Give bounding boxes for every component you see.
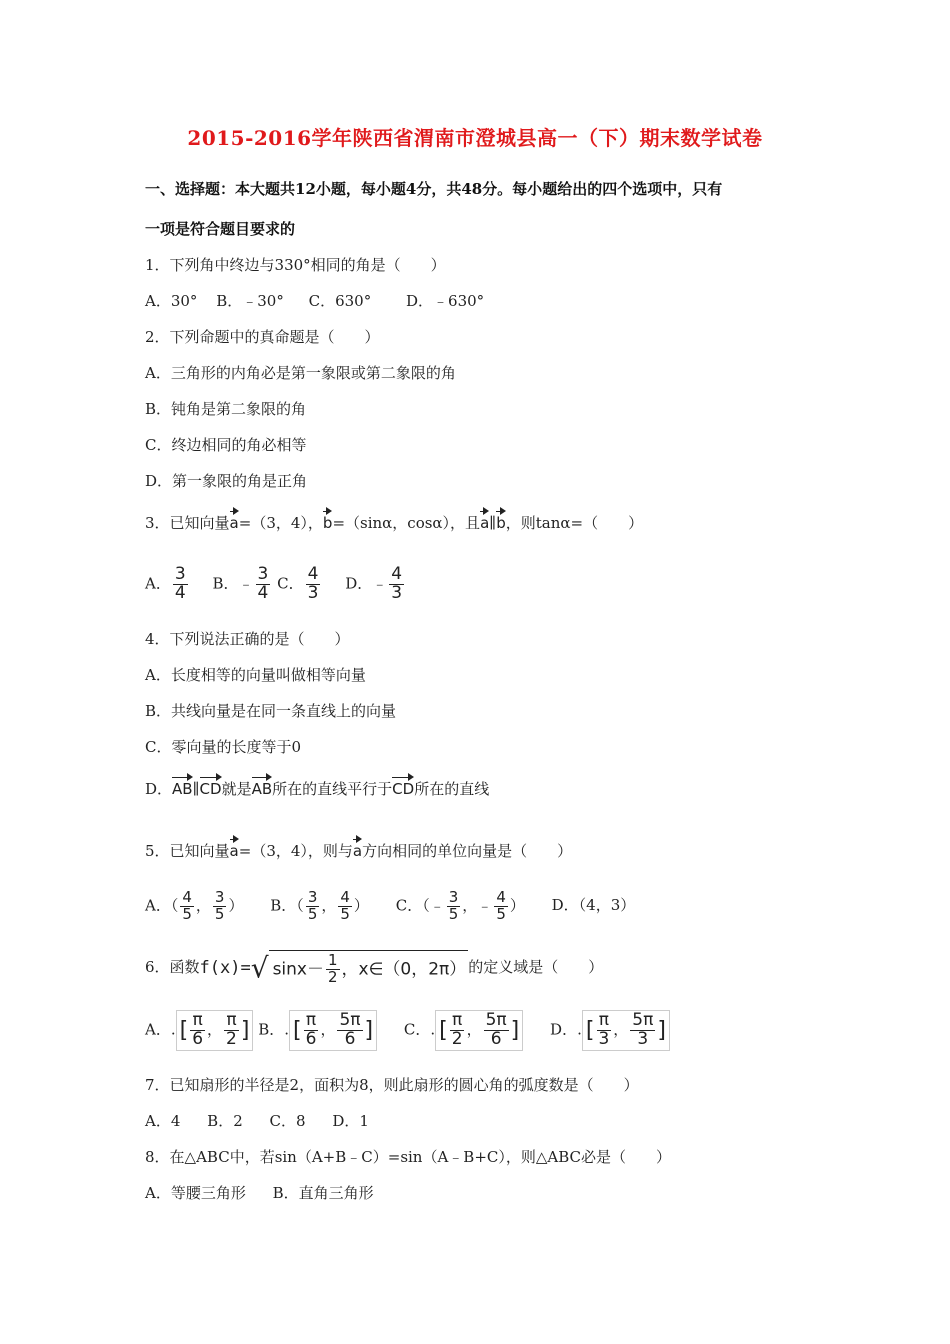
q3-option-c[interactable]: C． $\frac{4}{3}$ bbox=[277, 564, 319, 603]
q3-eq1: =（3，4）， bbox=[238, 514, 323, 532]
q5-options bbox=[145, 890, 635, 923]
vector-ab: AB bbox=[252, 776, 273, 798]
q8-option-b[interactable]: B．直角三角形 bbox=[272, 1184, 374, 1202]
q1-option-c[interactable]: C．630° bbox=[308, 292, 372, 310]
q8-options bbox=[145, 1182, 374, 1203]
q6-option-d[interactable]: D．. [ $\frac{\pi}{3}$ ， $\frac{5\pi}{3}$ ] bbox=[550, 1010, 670, 1051]
q5-option-b[interactable]: B．（ $\frac{3}{5}$ ， $\frac{4}{5}$ ） bbox=[270, 888, 369, 923]
q1-options bbox=[145, 290, 484, 311]
q1-option-b[interactable]: B．﹣30° bbox=[216, 292, 284, 310]
q4-stem: 4．下列说法正确的是（ ） bbox=[145, 630, 350, 648]
vector-a: a bbox=[353, 838, 362, 860]
q2-option-b[interactable]: B．钝角是第二象限的角 bbox=[145, 400, 307, 418]
q5-option-d[interactable]: D．（4，3） bbox=[551, 896, 636, 915]
vector-a: a bbox=[230, 510, 239, 532]
q3-prefix: 3．已知向量 bbox=[145, 514, 230, 532]
vector-cd: CD bbox=[392, 776, 414, 798]
q2-stem: 2．下列命题中的真命题是（ ） bbox=[145, 328, 380, 346]
parallel-symbol: ∥ bbox=[489, 514, 497, 532]
q8-stem: 8．在△ABC中，若sin（A+B﹣C）=sin（A﹣B+C），则△ABC必是（ ） bbox=[145, 1148, 672, 1166]
q4-option-c[interactable]: C．零向量的长度等于0 bbox=[145, 738, 302, 756]
vector-cd: CD bbox=[200, 776, 222, 798]
sqrt-icon: √ bbox=[250, 951, 269, 985]
q1-option-a[interactable]: A．30° bbox=[145, 292, 198, 310]
q6-stem: 6．函数f(x)=√ sinx－ $\frac{1}{2}$ ，x∈（0，2π） 的定义域是（ ） bbox=[145, 951, 604, 986]
section-heading-line1: 一、选择题：本大题共12小题，每小题4分，共48分。每小题给出的四个选项中，只有 bbox=[145, 180, 723, 198]
q3-stem bbox=[145, 510, 643, 533]
q4-option-d[interactable]: D．AB∥CD就是AB所在的直线平行于CD所在的直线 bbox=[145, 776, 489, 799]
q5-option-a[interactable]: A．（ $\frac{4}{5}$ ， $\frac{3}{5}$ ） bbox=[145, 888, 244, 923]
fraction: $\frac{4}{3}$ bbox=[307, 564, 319, 603]
q5-stem: 5．已知向量a=（3，4），则与a方向相同的单位向量是（ ） bbox=[145, 838, 572, 861]
q7-option-d[interactable]: D．1 bbox=[332, 1112, 369, 1130]
q1-option-d[interactable]: D．﹣630° bbox=[406, 292, 485, 310]
fraction: $\frac{3}{4}$ bbox=[174, 564, 186, 603]
q7-options bbox=[145, 1110, 369, 1131]
q3-suffix: ，则tanα=（ ） bbox=[505, 514, 644, 532]
q6-option-b[interactable]: B．. [ $\frac{\pi}{6}$ ， $\frac{5\pi}{6}$ ] bbox=[258, 1010, 377, 1051]
q2-option-d[interactable]: D．第一象限的角是正角 bbox=[145, 472, 308, 490]
q1-stem: 1．下列角中终边与330°相同的角是（ ） bbox=[145, 256, 446, 274]
sqrt-content: sinx－ $\frac{1}{2}$ ，x∈（0，2π） bbox=[269, 950, 469, 986]
vector-a: a bbox=[230, 838, 239, 860]
q6-option-c[interactable]: C．. [ $\frac{\pi}{2}$ ， $\frac{5\pi}{6}$ ] bbox=[404, 1010, 523, 1051]
q5-option-c[interactable]: C．（﹣ $\frac{3}{5}$ ，﹣ $\frac{4}{5}$ ） bbox=[395, 888, 525, 923]
q3-option-b[interactable]: B．﹣ $\frac{3}{4}$ bbox=[212, 564, 269, 603]
q3-options bbox=[145, 566, 406, 603]
vector-a-parallel: a bbox=[480, 510, 489, 532]
q2-option-a[interactable]: A．三角形的内角必是第一象限或第二象限的角 bbox=[145, 364, 456, 382]
q7-option-a[interactable]: A．4 bbox=[145, 1112, 181, 1130]
exam-title: 2015-2016学年陕西省渭南市澄城县高一（下）期末数学试卷 bbox=[187, 126, 763, 150]
vector-ab: AB bbox=[172, 776, 193, 798]
fraction: $\frac{4}{3}$ bbox=[391, 564, 403, 603]
vector-b-parallel: b bbox=[496, 510, 506, 532]
section-heading-line2: 一项是符合题目要求的 bbox=[145, 220, 296, 238]
q7-option-c[interactable]: C．8 bbox=[269, 1112, 306, 1130]
q6-option-a[interactable]: A．. [ $\frac{\pi}{6}$ ， $\frac{\pi}{2}$ ] bbox=[145, 1010, 253, 1051]
fraction: $\frac{3}{4}$ bbox=[257, 564, 269, 603]
vector-b: b bbox=[323, 510, 333, 532]
q4-option-a[interactable]: A．长度相等的向量叫做相等向量 bbox=[145, 666, 366, 684]
q7-option-b[interactable]: B．2 bbox=[207, 1112, 243, 1130]
q3-option-a[interactable]: A． $\frac{3}{4}$ bbox=[145, 564, 186, 603]
q3-eq2: =（sinα，cosα），且 bbox=[332, 514, 481, 532]
q2-option-c[interactable]: C．终边相同的角必相等 bbox=[145, 436, 307, 454]
q6-options bbox=[145, 1010, 670, 1051]
q7-stem: 7．已知扇形的半径是2，面积为8，则此扇形的圆心角的弧度数是（ ） bbox=[145, 1076, 639, 1094]
q3-option-d[interactable]: D．﹣ $\frac{4}{3}$ bbox=[345, 564, 403, 603]
q4-option-b[interactable]: B．共线向量是在同一条直线上的向量 bbox=[145, 702, 397, 720]
q8-option-a[interactable]: A．等腰三角形 bbox=[145, 1184, 246, 1202]
